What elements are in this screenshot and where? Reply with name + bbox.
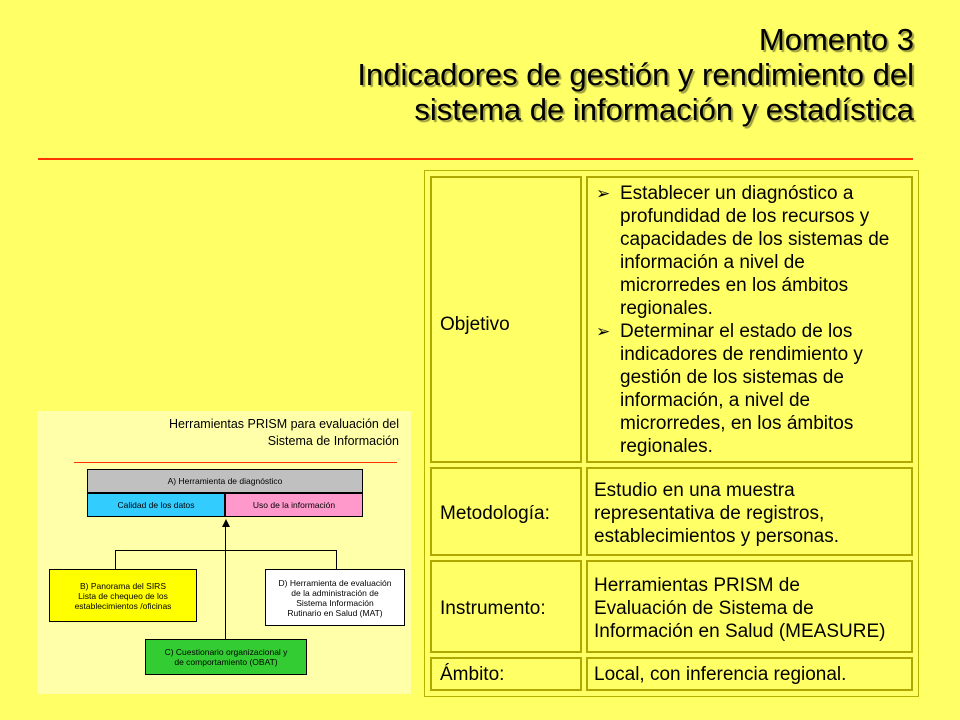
box-d-line-1: D) Herramienta de evaluación — [278, 577, 392, 588]
row-ambito-value-cell — [586, 657, 913, 691]
summary-table — [424, 170, 919, 697]
slide-title — [34, 22, 914, 127]
box-c-line-2: de comportamiento (OBAT) — [174, 657, 278, 667]
objetivo-bullet-2 — [594, 320, 889, 458]
box-c-line-1: C) Cuestionario organizacional y — [164, 647, 288, 657]
box-b-line-1: B) Panorama del SIRS — [80, 580, 166, 591]
bullet-1-line-1: Establecer un diagnóstico a — [620, 183, 854, 204]
instrumento-line-2: Evaluación de Sistema de — [594, 598, 814, 619]
connector-horizontal — [115, 550, 337, 551]
title-line-1: Momento 3 — [758, 22, 914, 57]
diagram-title-line-2: Sistema de Información — [267, 434, 399, 448]
box-d-line-4: Rutinario en Salud (MAT) — [287, 607, 383, 618]
box-c-obat-questionnaire — [145, 639, 307, 675]
box-b-line-3: establecimientos /oficinas — [74, 600, 172, 611]
box-d-line-2: de la administración de — [291, 587, 379, 598]
connector-vertical-main — [225, 527, 226, 641]
metodologia-line-1: Estudio en una muestra — [594, 480, 795, 501]
connector-arrowhead — [222, 519, 230, 527]
title-divider — [38, 158, 913, 160]
bullet-1-line-2: profundidad de los recursos y — [620, 206, 870, 227]
diagram-title-divider — [74, 462, 397, 463]
objetivo-bullet-1 — [594, 182, 889, 320]
bullet-1-line-5: microrredes en los ámbitos — [620, 275, 849, 296]
metodologia-line-3: establecimientos y personas. — [594, 526, 840, 547]
box-a2-label: Uso de la información — [252, 500, 336, 510]
objetivo-bullet-list — [594, 182, 889, 458]
box-b-line-2: Lista de chequeo de los — [78, 590, 168, 601]
prism-tools-diagram — [37, 411, 411, 694]
box-b-sirs-overview — [49, 569, 197, 622]
row-metodologia-value-cell — [586, 467, 913, 556]
box-d-mat-tool — [265, 569, 405, 626]
row-metodologia-label: Metodología: — [440, 503, 550, 524]
arrow-right-bullet-icon: ➢ — [596, 322, 611, 341]
row-metodologia-label-cell — [430, 467, 582, 556]
row-instrumento-label: Instrumento: — [440, 598, 546, 619]
bullet-2-line-2: indicadores de rendimiento y — [620, 344, 863, 365]
box-a1-label: Calidad de los datos — [117, 500, 195, 510]
connector-right-drop — [336, 550, 337, 569]
arrow-right-bullet-icon: ➢ — [596, 184, 611, 203]
instrumento-line-1: Herramientas PRISM de — [594, 575, 800, 596]
box-d-line-3: Sistema Información — [296, 597, 374, 608]
bullet-2-line-4: información, a nivel de — [620, 390, 811, 411]
connector-left-drop — [115, 550, 116, 569]
ambito-line-1: Local, con inferencia regional. — [594, 664, 847, 685]
row-objetivo-label-cell — [430, 176, 582, 463]
bullet-2-line-3: gestión de los sistemas de — [620, 367, 844, 388]
row-objetivo-value-cell — [586, 176, 913, 463]
row-ambito-label: Ámbito: — [440, 664, 505, 685]
diagram-title-line-1: Herramientas PRISM para evaluación del — [169, 417, 399, 431]
metodologia-line-2: representativa de registros, — [594, 503, 825, 524]
row-instrumento-label-cell — [430, 560, 582, 653]
row-instrumento-value-cell — [586, 560, 913, 653]
box-a2-information-use — [225, 493, 363, 517]
box-a1-data-quality — [87, 493, 225, 517]
box-a-diagnostic-tool — [87, 469, 363, 493]
instrumento-text — [594, 574, 885, 643]
row-objetivo-label: Objetivo — [440, 314, 510, 335]
title-line-3: sistema de información y estadística — [414, 92, 914, 127]
box-a-label: A) Herramienta de diagnóstico — [167, 476, 283, 486]
row-ambito-label-cell — [430, 657, 582, 691]
bullet-2-line-5: microrredes, en los ámbitos — [620, 413, 854, 434]
diagram-title — [169, 416, 399, 450]
bullet-2-line-1: Determinar el estado de los — [620, 321, 853, 342]
metodologia-text — [594, 479, 839, 548]
title-line-2: Indicadores de gestión y rendimiento del — [357, 57, 914, 92]
bullet-1-line-3: capacidades de los sistemas de — [620, 229, 890, 250]
bullet-1-line-6: regionales. — [620, 298, 713, 319]
bullet-1-line-4: información a nivel de — [620, 252, 805, 273]
instrumento-line-3: Información en Salud (MEASURE) — [594, 621, 886, 642]
bullet-2-line-6: regionales. — [620, 436, 713, 457]
